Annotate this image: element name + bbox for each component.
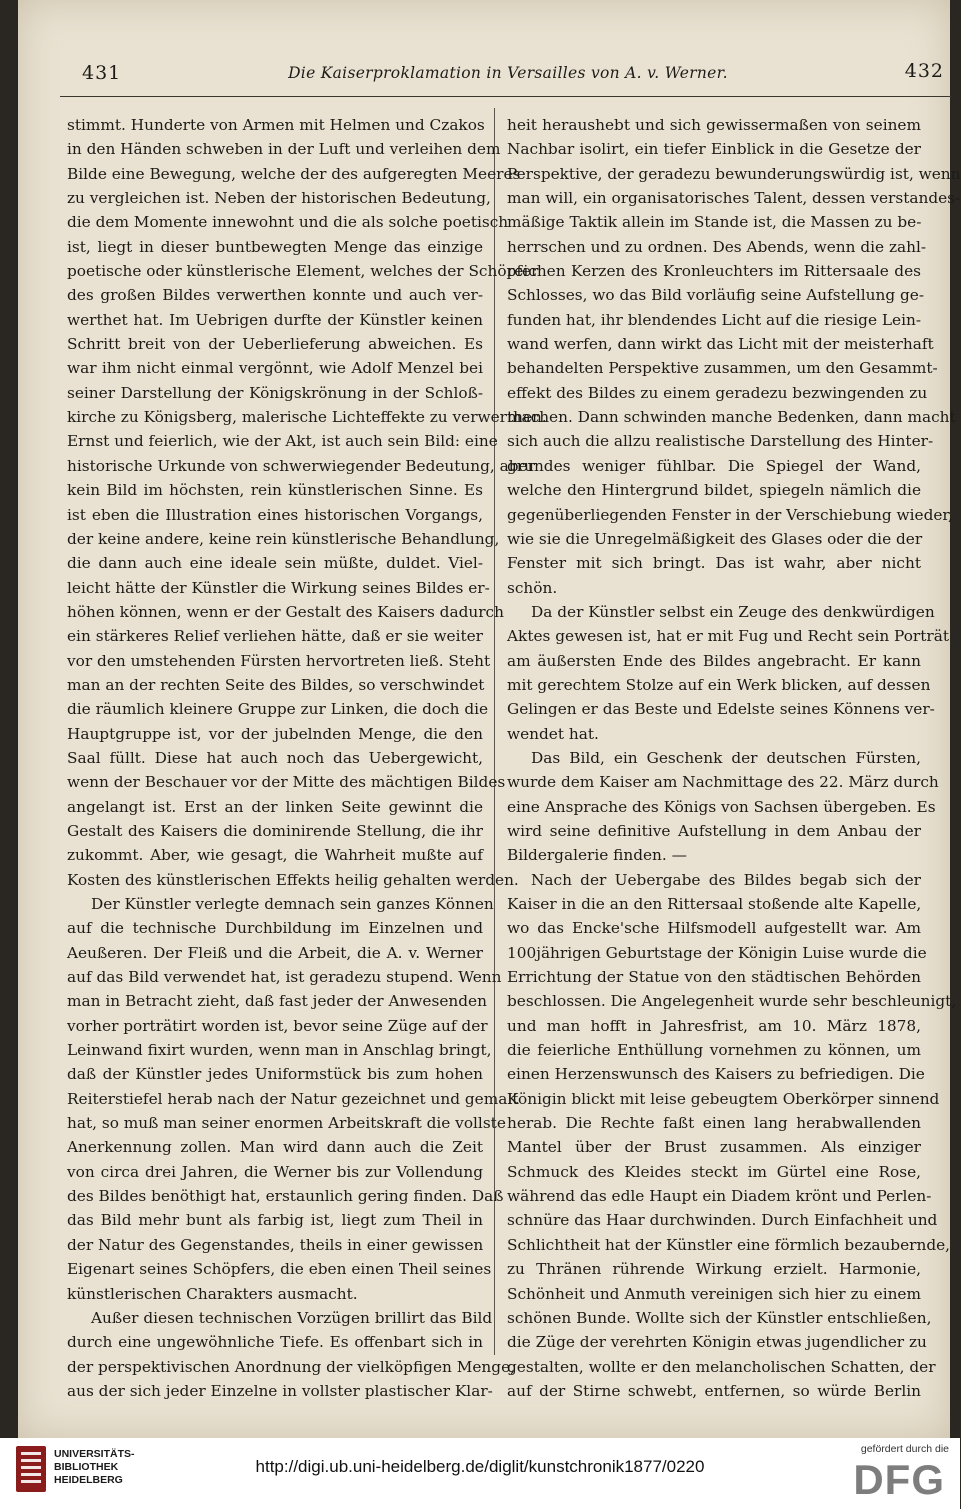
text-line: aus der sich jeder Einzelne in vollster plastischer Klar- [67,1381,493,1400]
text-line: kirche zu Königsberg, malerische Lichteffekte zu verwerthen. [67,408,547,427]
text-line: machen. Dann schwinden manche Bedenken, dann macht [507,408,956,427]
column-divider [494,108,495,1355]
text-line: ein stärkeres Relief verliehen hätte, daß er sie weiter [67,627,483,646]
text-line: seiner Darstellung der Königskrönung in der Schloß- [67,383,483,402]
text-line: schnüre das Haar durchwinden. Durch Einfachheit und [507,1211,938,1230]
text-line: kein Bild im höchsten, rein künstlerischen Sinne. Es [67,481,483,500]
text-line: am äußersten Ende des Bildes angebracht. Er kann [507,651,921,670]
text-line: angelangt ist. Erst an der linken Seite gewinnt die [67,797,483,816]
text-line: Schlichtheit hat der Künstler eine förmlich bezaubernde, [507,1235,951,1254]
text-line: wo das Encke'sche Hilfsmodell aufgestellt war. Am [507,919,921,938]
text-line: eine Ansprache des Königs von Sachsen übergeben. Es [507,797,936,816]
text-line: poetische oder künstlerische Element, welches der Schöpfer [67,262,539,281]
text-line: Fenster mit sich bringt. Das ist wahr, aber nicht [507,554,921,573]
text-line: man will, ein organisatorisches Talent, dessen verstandes- [507,189,961,208]
text-line: Schönheit und Anmuth vereinigen sich hier zu einem [507,1284,921,1303]
text-line: die dem Momente innewohnt und die als solche poetisch [67,213,509,232]
text-line: auf der Stirne schwebt, entfernen, so würde Berlin [507,1381,921,1400]
text-line: die Züge der verehrten Königin etwas jugendlicher zu [507,1333,927,1352]
text-line: die räumlich kleinere Gruppe zur Linken, die doch die [67,700,489,719]
text-line: Schmuck des Kleides steckt im Gürtel eine Rose, [507,1162,921,1181]
funded-by-label: gefördert durch die [860,1443,949,1455]
text-line: Ernst und feierlich, wie der Akt, ist auch sein Bild: eine [67,432,498,451]
text-line: hat, so muß man seiner enormen Arbeitskraft die vollste [67,1114,506,1133]
text-line: sich auch die allzu realistische Darstellung des Hinter- [507,432,934,451]
text-line: Reiterstiefel herab nach der Natur gezeichnet und gemalt [67,1089,519,1108]
text-line: man in Betracht zieht, daß fast jeder der Anwesenden [67,992,487,1011]
text-line: Das Bild, ein Geschenk der deutschen Fürsten, [531,748,921,767]
university-name-line: HEIDELBERG [54,1474,123,1486]
text-line: des großen Bildes verwerthen konnte und auch ver- [67,286,483,305]
text-line: Kaiser in die an den Rittersaal stoßende alte Kapelle, [507,895,922,913]
text-line: zukommt. Aber, wie gesagt, die Wahrheit mußte auf [67,846,483,865]
text-line: auf das Bild verwendet hat, ist geradezu stupend. Wenn [67,968,502,987]
text-line: Königin blickt mit leise gebeugtem Oberkörper sinnend [507,1089,940,1108]
header-rule [60,96,951,97]
text-line: reichen Kerzen des Kronleuchters im Rittersaale des [507,262,921,281]
text-line: Hauptgruppe ist, vor der jubelnden Menge, die den [67,724,483,743]
text-column-right [507,113,961,1403]
text-line: vorher porträtirt worden ist, bevor seine Züge auf der [67,1016,488,1035]
text-line: Anerkennung zollen. Man wird dann auch die Zeit [67,1138,483,1157]
text-line: Saal füllt. Diese hat auch noch das Uebergewicht, [67,748,483,767]
text-line: die feierliche Enthüllung vornehmen zu können, um [507,1041,921,1060]
text-line: Errichtung der Statue von den städtischen Behörden [507,968,921,987]
text-line: der keine andere, keine rein künstlerische Behandlung, [67,529,500,548]
text-line: herab. Die Rechte faßt einen lang herabwallenden [507,1114,921,1133]
text-line: Leinwand fixirt wurden, wenn man in Anschlag bringt, [67,1041,492,1060]
text-line: zu vergleichen ist. Neben der historischen Bedeutung, [67,189,491,208]
text-line: wurde dem Kaiser am Nachmittage des 22. März durch [507,773,939,792]
text-line: stimmt. Hunderte von Armen mit Helmen und Czakos [67,116,485,134]
text-line: gestalten, wollte er den melancholischen Schatten, der [507,1357,936,1376]
text-line: Nach der Uebergabe des Bildes begab sich der [531,870,921,889]
text-line: der Natur des Gegenstandes, theils in einer gewissen [67,1235,484,1254]
text-line: höhen können, wenn er der Gestalt des Kaisers dadurch [67,602,504,621]
dfg-logo[interactable]: DFG [853,1456,945,1503]
text-line: wand werfen, dann wirkt das Licht mit der meisterhaft [507,335,934,354]
text-line: war ihm nicht einmal vergönnt, wie Adolf Menzel bei [67,359,483,378]
text-line: wendet hat. [507,724,599,743]
text-line: auf die technische Durchbildung im Einzelnen und [67,919,483,938]
text-line: Bilde eine Bewegung, welche der des aufgeregten Meeres [67,164,521,183]
text-line: der perspektivischen Anordnung der vielköpfigen Menge, [67,1357,515,1376]
text-line: Perspektive, der geradezu bewunderungswürdig ist, wenn [507,164,961,183]
text-line: Schritt breit von der Ueberlieferung abweichen. Es [67,335,483,354]
text-line: und man hofft in Jahresfrist, am 10. März 1878, [507,1016,921,1035]
text-line: während das edle Haupt ein Diadem krönt und Perlen- [507,1187,932,1206]
text-line: heit heraushebt und sich gewissermaßen von seinem [507,116,921,134]
text-line: wie sie die Unregelmäßigkeit des Glases oder die der [507,529,923,548]
text-line: mit gerechtem Stolze auf ein Werk blicken, auf dessen [507,675,931,694]
text-line: ist eben die Illustration eines historischen Vorgangs, [67,505,483,524]
source-url-link[interactable]: http://digi.ub.uni-heidelberg.de/diglit/kunstchronik1877/0220 [255,1457,705,1476]
text-line: Da der Künstler selbst ein Zeuge des denkwürdigen [531,602,935,621]
text-line: funden hat, ihr blendendes Licht auf die riesige Lein- [507,310,921,329]
text-line: Bildergalerie finden. — [507,846,687,865]
text-line: beschlossen. Die Angelegenheit wurde sehr beschleunigt, [507,992,957,1011]
text-line: von circa drei Jahren, die Werner bis zur Vollendung [67,1162,483,1181]
text-line: schönen Bunde. Wollte sich der Künstler entschließen, [507,1308,932,1327]
text-line: Nachbar isolirt, ein tiefer Einblick in die Gesetze der [507,140,921,159]
university-name-line: BIBLIOTHEK [54,1461,119,1473]
text-line: Gelingen er das Beste und Edelste seines Könnens ver- [507,700,935,719]
text-line: herrschen und zu ordnen. Des Abends, wenn die zahl- [507,237,927,256]
running-title: Die Kaiserproklamation in Versailles von A. v. Werner. [288,64,728,82]
text-line: ist, liegt in dieser buntbewegten Menge das einzige [67,237,483,256]
text-line: Aktes gewesen ist, hat er mit Fug und Recht sein Porträt [507,627,949,646]
text-line: das Bild mehr bunt als farbig ist, liegt zum Theil in [67,1211,483,1230]
text-line: man an der rechten Seite des Bildes, so verschwindet [67,675,485,694]
text-line: des Bildes benöthigt hat, erstaunlich gering finden. Daß [67,1187,504,1206]
text-line: vor den umstehenden Fürsten hervortreten ließ. Steht [67,651,491,670]
text-line: wenn der Beschauer vor der Mitte des mächtigen Bildes [67,773,506,792]
text-line: schön. [507,578,558,597]
text-line: Kosten des künstlerischen Effekts heilig gehalten werden. [67,870,519,889]
text-line: künstlerischen Charakters ausmacht. [67,1284,358,1303]
text-line: wird seine definitive Aufstellung in dem Anbau der [507,821,921,840]
text-line: werthet hat. Im Uebrigen durfte der Künstler keinen [67,310,483,329]
text-line: historische Urkunde von schwerwiegender Bedeutung, aber [67,456,535,475]
text-line: grundes weniger fühlbar. Die Spiegel der Wand, [507,456,921,475]
page-number-left: 431 [82,62,122,84]
text-line: leicht hätte der Künstler die Wirkung seines Bildes er- [67,578,490,597]
text-line: effekt des Bildes zu einem geradezu bezwingenden zu [507,383,928,402]
text-line: 100jährigen Geburtstage der Königin Luise wurde die [507,943,927,962]
university-name-line: UNIVERSITÄTS- [54,1448,135,1460]
text-line: Außer diesen technischen Vorzügen brillirt das Bild [91,1308,493,1327]
text-line: zu Thränen rührende Wirkung erzielt. Harmonie, [507,1260,921,1279]
text-line: daß der Künstler jedes Uniformstück bis zum hohen [67,1065,483,1084]
text-line: welche den Hintergrund bildet, spiegeln nämlich die [507,481,921,500]
text-line: Gestalt des Kaisers die dominirende Stellung, die ihr [67,821,483,840]
text-line: gegenüberliegenden Fenster in der Verschiebung wieder, [507,505,953,524]
text-line: Eigenart seines Schöpfers, die eben einen Theil seines [67,1260,492,1279]
text-line: die dann auch eine ideale sein müßte, duldet. Viel- [67,554,483,573]
text-line: Mantel über der Brust zusammen. Als einziger [507,1138,921,1157]
text-line: Der Künstler verlegte demnach sein ganzes Können [91,895,494,913]
text-line: Aeußeren. Der Fleiß und die Arbeit, die A. v. Werner [67,943,483,962]
page-number-right: 432 [904,60,944,82]
text-line: in den Händen schweben in der Luft und verleihen dem [67,140,501,159]
text-line: durch eine ungewöhnliche Tiefe. Es offenbart sich in [67,1333,483,1352]
text-line: behandelten Perspektive zusammen, um den Gesammt- [507,359,938,378]
text-line: mäßige Taktik allein im Stande ist, die Massen zu be- [507,213,922,232]
text-line: einen Herzenswunsch des Kaisers zu befriedigen. Die [507,1065,925,1084]
text-line: Schlosses, wo das Bild vorläufig seine Aufstellung ge- [507,286,925,305]
